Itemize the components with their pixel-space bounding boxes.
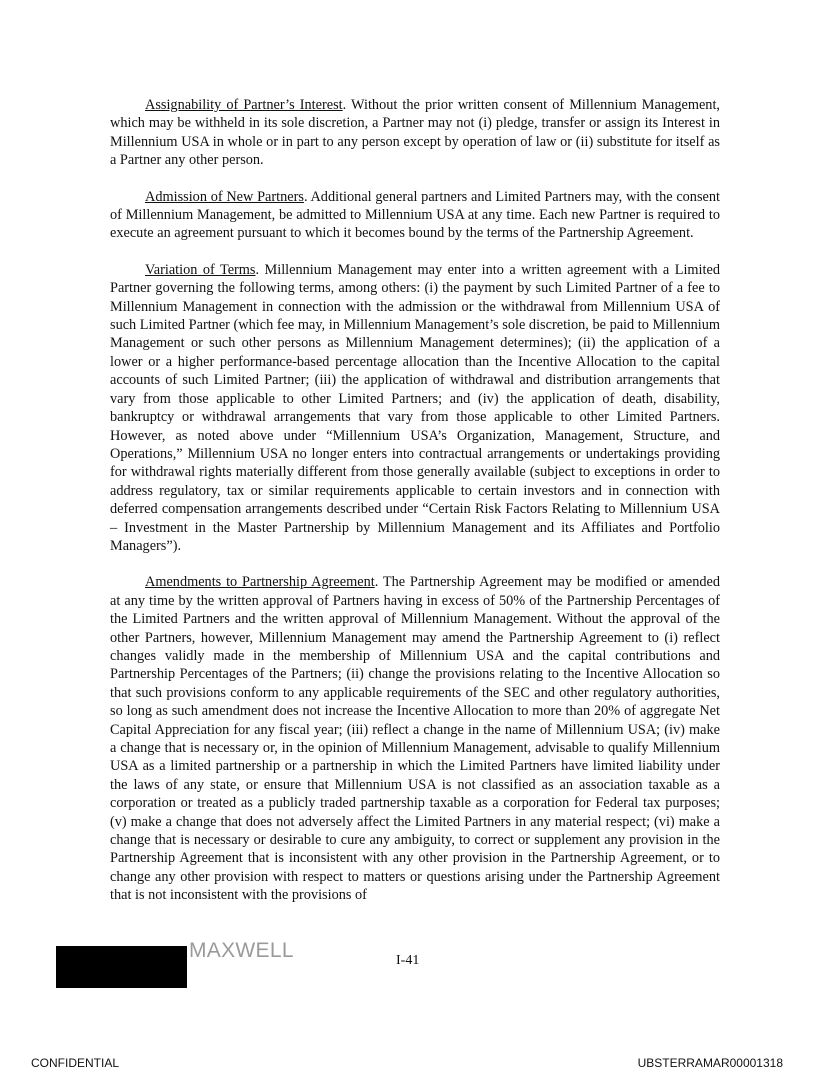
page-number: I-41 — [396, 953, 420, 968]
paragraph-assignability — [110, 96, 720, 170]
paragraph-amendments — [110, 573, 720, 904]
heading-admission: Admission of New Partners — [145, 188, 304, 205]
text-admission: . Additional general partners and Limited Partners may, with the consent of Millennium Management, be admitted to Millennium USA at any time. Each new Partner is required to execute an agreement pursuant to which it becomes bound by the terms of the Partnership Agreement. — [110, 188, 720, 242]
text-assignability: . Without the prior written consent of Millennium Management, which may be withheld in its sole discretion, a Partner may not (i) pledge, transfer or assign its Interest in Millennium USA in whole or in part to any person except by operation of law or (ii) substitute for itself as a Partner any other person. — [110, 97, 721, 169]
text-variation: . Millennium Management may enter into a written agreement with a Limited Partner governing the following terms, among others: (i) the payment by such Limited Partner of a fee to Millennium Management in connection with the admission or the withdrawal from Millennium USA of such Limited Partner (which fee may, in Millennium Management’s sole discretion, be paid to Millennium Management or such other persons as Millennium Management determines); (ii) the application of a lower or a higher performance-based percentage allocation than the Incentive Allocation to the capital accounts of such Limited Partner; (iii) the application of withdrawal and distribution arrangements that vary from those applicable to other Limited Partners; and (iv) the application of death, disability, bankruptcy or withdrawal arrangements that vary from those applicable to other Limited Partners. However, as noted above under “Millennium USA’s Organization, Management, Structure, and Operations,” Millennium USA no longer enters into contractual arrangements or undertakings providing for withdrawal rights materially different from those generally available (subject to exceptions in order to address regulatory, tax or similar requirements applicable to certain investors and in connection with deferred compensation arrangements described under “Certain Risk Factors Relating to Millennium USA – Investment in the Master Partnership by Millennium Management and its Affiliates and Portfolio Managers”). — [110, 261, 720, 554]
bates-number: UBSTERRAMAR00001318 — [637, 1056, 783, 1070]
text-amendments: . The Partnership Agreement may be modified or amended at any time by the written approval of Partners having in excess of 50% of the Partnership Percentages of the Limited Partners and the written approval of Millennium Management. Without the approval of the other Partners, however, Millennium Management may amend the Partnership Agreement to (i) reflect changes validly made in the membership of Millennium USA and the capital contributions and Partnership Percentages of the Partners; (ii) change the provisions relating to the Incentive Allocation so that such provisions conform to any applicable requirements of the SEC and other regulatory authorities, so long as such amendment does not increase the Incentive Allocation to more than 20% of aggregate Net Capital Appreciation for any fiscal year; (iii) reflect a change in the name of Millennium USA; (iv) make a change that is necessary or, in the opinion of Millennium Management, advisable to qualify Millennium USA as a limited partnership or a partnership in which the Limited Partners have limited liability under the laws of any state, or ensure that Millennium USA is not classified as an association taxable as a corporation or treated as a publicly traded partnership taxable as a corporation for Federal tax purposes; (v) make a change that does not adversely affect the Limited Partners in any material respect; (vi) make a change that is necessary or desirable to cure any ambiguity, to correct or supplement any provision in the Partnership Agreement that is inconsistent with any other provision in the Partnership Agreement, or to change any other provision with respect to matters or questions arising under the Partnership Agreement that is not inconsistent with the provisions of — [110, 574, 720, 904]
redaction-box — [56, 946, 187, 988]
heading-assignability: Assignability of Partner’s Interest — [145, 97, 343, 113]
paragraph-variation — [110, 261, 720, 556]
paragraph-admission — [110, 188, 720, 243]
document-body — [110, 96, 720, 923]
heading-variation: Variation of Terms — [145, 261, 256, 278]
maxwell-watermark: MAXWELL — [189, 939, 294, 962]
heading-amendments: Amendments to Partnership Agreement — [145, 574, 375, 591]
confidential-label: CONFIDENTIAL — [31, 1056, 120, 1070]
